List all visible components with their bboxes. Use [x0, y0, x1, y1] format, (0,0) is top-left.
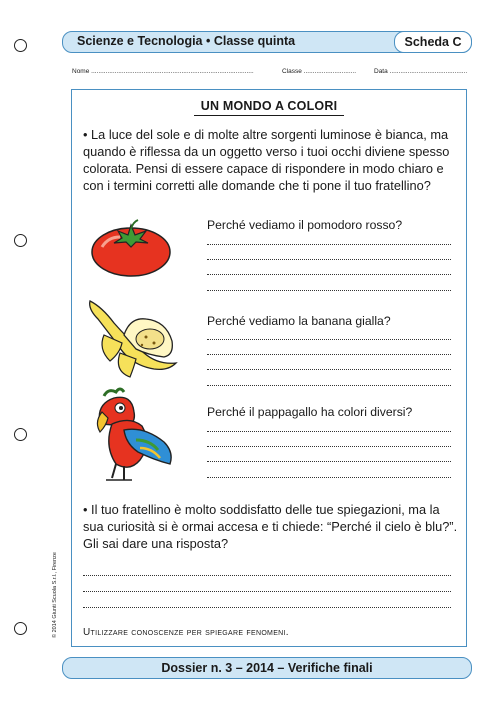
- answer-line[interactable]: [207, 385, 451, 386]
- title-underline: [194, 115, 344, 116]
- answer-line[interactable]: [83, 607, 451, 608]
- header-bar: [62, 31, 472, 53]
- answer-line[interactable]: [207, 339, 451, 340]
- question-tomato: Perché vediamo il pomodoro rosso?: [207, 218, 403, 232]
- parrot-image: [94, 386, 176, 490]
- binder-hole-3: [14, 428, 27, 441]
- sky-question-paragraph: • Il tuo fratellino è molto soddisfatto delle tue spiegazioni, ma la sua curiosità si è ormai accesa e ti chiede: “Perché il cielo è blu?”. Gli sai dare una risposta?: [83, 502, 458, 551]
- answer-line[interactable]: [207, 369, 451, 370]
- date-field[interactable]: Data ...........................................: [374, 68, 468, 75]
- answer-line[interactable]: [83, 575, 451, 576]
- banana-image: [84, 295, 184, 381]
- header-title: Scienze e Tecnologia • Classe quinta: [77, 34, 296, 48]
- competence-note: Utilizzare conoscenze per spiegare fenomeni.: [83, 627, 289, 638]
- footer-bar: Dossier n. 3 – 2014 – Verifiche finali: [62, 657, 472, 679]
- name-field[interactable]: Nome ..........................................................................................: [72, 68, 254, 75]
- binder-hole-1: [14, 39, 27, 52]
- student-info-row: [72, 68, 472, 80]
- intro-paragraph: • La luce del sole e di molte altre sorgenti luminose è bianca, ma quando è riflessa da un oggetto verso i tuoi occhi diviene spesso colorata. Pensi di essere capace di rispondere in modo chiaro e con i termini corretti alle domande che ti pone il tuo fratellino?: [83, 127, 450, 193]
- binder-hole-2: [14, 234, 27, 247]
- answer-line[interactable]: [83, 591, 451, 592]
- answer-line[interactable]: [207, 461, 451, 462]
- answer-line[interactable]: [207, 431, 451, 432]
- binder-hole-4: [14, 622, 27, 635]
- answer-line[interactable]: [207, 477, 451, 478]
- answer-line[interactable]: [207, 244, 451, 245]
- answer-line[interactable]: [207, 290, 451, 291]
- copyright-note: © 2014 Giunti Scuola S.r.l., Firenze: [52, 552, 58, 638]
- question-banana: Perché vediamo la banana gialla?: [207, 314, 391, 328]
- answer-line[interactable]: [207, 354, 451, 355]
- class-field[interactable]: Classe .............................: [282, 68, 357, 75]
- answer-line[interactable]: [207, 274, 451, 275]
- answer-line[interactable]: [207, 446, 451, 447]
- sheet-tab: Scheda C: [394, 31, 472, 53]
- worksheet-title: UN MONDO A COLORI: [200, 99, 338, 113]
- tomato-image: [88, 217, 174, 279]
- question-parrot: Perché il pappagallo ha colori diversi?: [207, 405, 413, 419]
- answer-line[interactable]: [207, 259, 451, 260]
